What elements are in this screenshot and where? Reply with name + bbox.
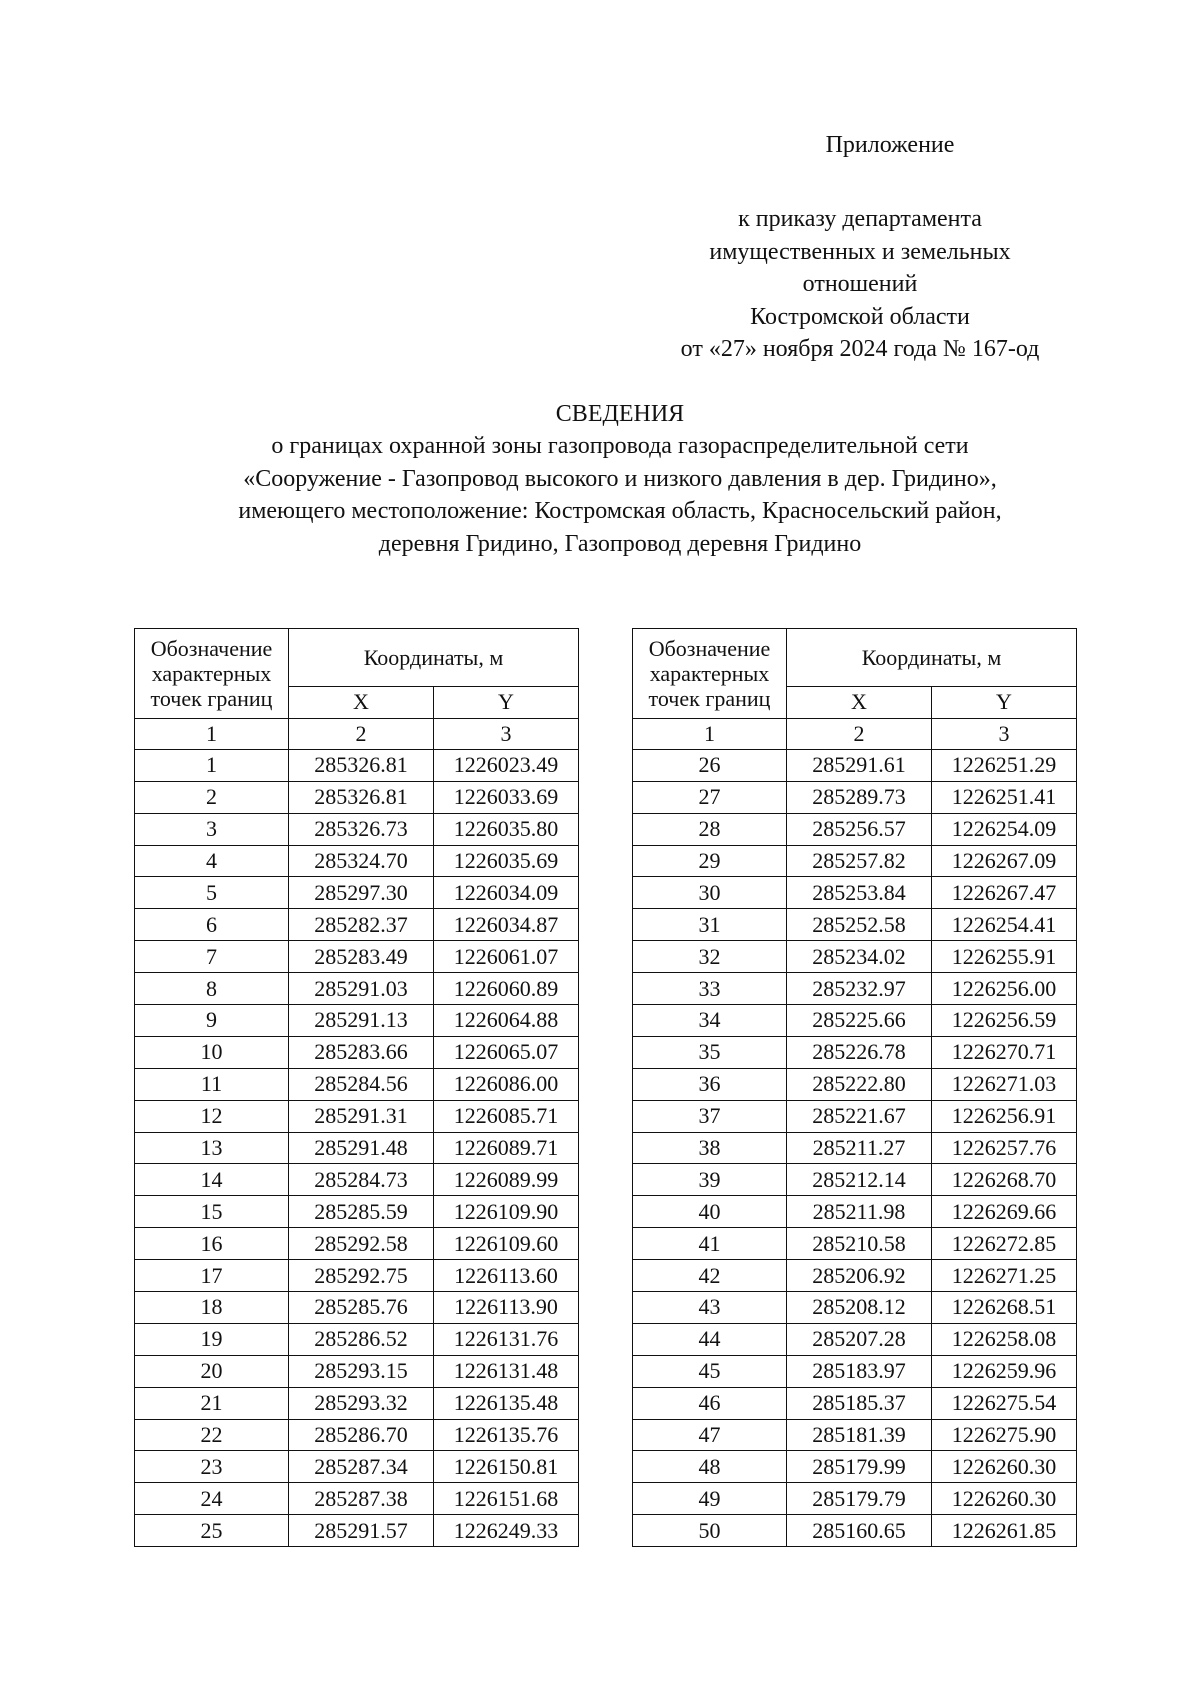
point-number-cell: 15 [135,1196,289,1228]
y-coordinate-cell: 1226251.29 [932,749,1077,781]
point-number-cell: 33 [633,973,787,1005]
heading-title: СВЕДЕНИЯ [555,401,685,427]
x-coordinate-cell: 285297.30 [289,877,434,909]
x-coordinate-cell: 285225.66 [787,1005,932,1037]
point-number-cell: 20 [135,1355,289,1387]
table-row [633,1132,1077,1164]
table-row [633,1355,1077,1387]
x-coordinate-cell: 285291.03 [289,973,434,1005]
x-coordinate-cell: 285222.80 [787,1068,932,1100]
y-coordinate-cell: 1226254.09 [932,813,1077,845]
y-coordinate-cell: 1226131.48 [434,1355,579,1387]
x-coordinate-cell: 285326.81 [289,749,434,781]
y-coordinate-cell: 1226135.48 [434,1387,579,1419]
x-coordinate-cell: 285208.12 [787,1292,932,1324]
x-coordinate-cell: 285326.73 [289,813,434,845]
x-coordinate-cell: 285221.67 [787,1100,932,1132]
table-row [135,813,579,845]
x-coordinate-cell: 285293.32 [289,1387,434,1419]
point-number-cell: 49 [633,1483,787,1515]
x-coordinate-cell: 285210.58 [787,1228,932,1260]
table-row [633,781,1077,813]
table-row [633,877,1077,909]
point-number-cell: 45 [633,1355,787,1387]
x-coordinate-cell: 285326.81 [289,781,434,813]
table-row [135,877,579,909]
point-number-cell: 11 [135,1068,289,1100]
table-row [633,1005,1077,1037]
point-number-cell: 30 [633,877,787,909]
point-number-cell: 4 [135,845,289,877]
document-heading [100,401,1140,560]
point-number-cell: 50 [633,1515,787,1547]
y-coordinate-cell: 1226256.00 [932,973,1077,1005]
point-label-line: точек границ [648,685,771,711]
appendix-title: Приложение [825,132,955,158]
table-row [633,1068,1077,1100]
table-row [633,1292,1077,1324]
y-coordinate-cell: 1226275.54 [932,1387,1077,1419]
x-coordinate-cell: 285181.39 [787,1419,932,1451]
x-coordinate-cell: 285211.27 [787,1132,932,1164]
point-number-cell: 19 [135,1323,289,1355]
order-ref-line: отношений [802,271,918,297]
table-body-left [135,749,579,1546]
point-number-cell: 21 [135,1387,289,1419]
table-row [135,1036,579,1068]
point-number-cell: 38 [633,1132,787,1164]
point-number-cell: 9 [135,1005,289,1037]
point-number-cell: 23 [135,1451,289,1483]
y-coordinate-cell: 1226035.80 [434,813,579,845]
point-label-line: Обозначение [648,635,771,661]
point-number-cell: 48 [633,1451,787,1483]
x-coordinate-cell: 285283.66 [289,1036,434,1068]
table-row [633,1419,1077,1451]
table-row [633,845,1077,877]
heading-line: имеющего местоположение: Костромская область, Красносельский район, [238,498,1002,524]
x-coordinate-cell: 285207.28 [787,1323,932,1355]
point-number-cell: 42 [633,1260,787,1292]
point-number-cell: 35 [633,1036,787,1068]
x-coordinate-cell: 285179.79 [787,1483,932,1515]
column-number: 3 [932,718,1077,749]
y-coordinate-cell: 1226034.09 [434,877,579,909]
x-coordinate-cell: 285226.78 [787,1036,932,1068]
point-number-cell: 40 [633,1196,787,1228]
table-row [135,1387,579,1419]
y-coordinate-cell: 1226267.47 [932,877,1077,909]
table-row [633,1260,1077,1292]
x-coordinate-cell: 285232.97 [787,973,932,1005]
table-row [633,1387,1077,1419]
y-coordinate-cell: 1226065.07 [434,1036,579,1068]
point-number-cell: 34 [633,1005,787,1037]
x-coordinate-cell: 285292.75 [289,1260,434,1292]
order-ref-line: имущественных и земельных [709,238,1011,265]
y-coordinate-cell: 1226023.49 [434,749,579,781]
table-row [135,749,579,781]
y-coordinate-cell: 1226267.09 [932,845,1077,877]
coordinates-table-right [632,628,1077,1547]
table-row [135,1196,579,1228]
x-coordinate-cell: 285160.65 [787,1515,932,1547]
x-coordinate-cell: 285324.70 [289,845,434,877]
x-header: X [787,687,932,719]
y-coordinate-cell: 1226259.96 [932,1355,1077,1387]
x-coordinate-cell: 285257.82 [787,845,932,877]
table-row [135,1451,579,1483]
point-number-cell: 44 [633,1323,787,1355]
point-number-cell: 22 [135,1419,289,1451]
x-coordinate-cell: 285284.73 [289,1164,434,1196]
point-number-cell: 43 [633,1292,787,1324]
point-number-cell: 18 [135,1292,289,1324]
x-coordinate-cell: 285287.38 [289,1483,434,1515]
y-coordinate-cell: 1226089.71 [434,1132,579,1164]
y-coordinate-cell: 1226150.81 [434,1451,579,1483]
table-row [135,1323,579,1355]
point-number-cell: 16 [135,1228,289,1260]
order-ref-line: от «27» ноября 2024 года № 167-од [680,336,1040,362]
y-coordinate-cell: 1226268.70 [932,1164,1077,1196]
y-coordinate-cell: 1226257.76 [932,1132,1077,1164]
x-coordinate-cell: 285179.99 [787,1451,932,1483]
point-number-cell: 24 [135,1483,289,1515]
y-coordinate-cell: 1226113.90 [434,1292,579,1324]
point-number-cell: 8 [135,973,289,1005]
point-number-cell: 10 [135,1036,289,1068]
y-header: Y [434,687,579,719]
table-row [135,1132,579,1164]
y-coordinate-cell: 1226035.69 [434,845,579,877]
point-number-cell: 13 [135,1132,289,1164]
y-coordinate-cell: 1226064.88 [434,1005,579,1037]
table-row [633,1228,1077,1260]
point-number-cell: 29 [633,845,787,877]
heading-line: «Сооружение - Газопровод высокого и низкого давления в дер. Гридино», [243,465,997,492]
table-row [135,1355,579,1387]
y-coordinate-cell: 1226089.99 [434,1164,579,1196]
x-coordinate-cell: 285252.58 [787,909,932,941]
point-label-line: характерных [649,660,770,686]
heading-line: о границах охранной зоны газопровода газораспределительной сети [271,433,969,459]
y-coordinate-cell: 1226109.60 [434,1228,579,1260]
y-coordinate-cell: 1226034.87 [434,909,579,941]
point-label-header [633,629,787,719]
table-row [633,813,1077,845]
y-coordinate-cell: 1226151.68 [434,1483,579,1515]
y-coordinate-cell: 1226251.41 [932,781,1077,813]
y-header: Y [932,687,1077,719]
table-row [135,1068,579,1100]
table-row [135,1419,579,1451]
y-coordinate-cell: 1226086.00 [434,1068,579,1100]
table-row [135,1164,579,1196]
y-coordinate-cell: 1226131.76 [434,1323,579,1355]
y-coordinate-cell: 1226255.91 [932,941,1077,973]
y-coordinate-cell: 1226135.76 [434,1419,579,1451]
point-number-cell: 32 [633,941,787,973]
point-number-cell: 17 [135,1260,289,1292]
point-number-cell: 46 [633,1387,787,1419]
table-row [633,1515,1077,1547]
y-coordinate-cell: 1226270.71 [932,1036,1077,1068]
x-coordinate-cell: 285282.37 [289,909,434,941]
table-body-right [633,749,1077,1546]
point-number-cell: 28 [633,813,787,845]
column-number: 3 [434,718,579,749]
y-coordinate-cell: 1226271.25 [932,1260,1077,1292]
y-coordinate-cell: 1226271.03 [932,1068,1077,1100]
x-coordinate-cell: 285234.02 [787,941,932,973]
coords-header: Координаты, м [289,629,579,687]
y-coordinate-cell: 1226260.30 [932,1483,1077,1515]
y-coordinate-cell: 1226275.90 [932,1419,1077,1451]
table-row [135,1483,579,1515]
x-coordinate-cell: 285283.49 [289,941,434,973]
point-number-cell: 3 [135,813,289,845]
table-row [135,845,579,877]
table-row [135,973,579,1005]
x-coordinate-cell: 285291.57 [289,1515,434,1547]
point-label-line: Обозначение [150,635,273,661]
table-row [633,941,1077,973]
x-coordinate-cell: 285183.97 [787,1355,932,1387]
order-reference [600,203,1120,366]
column-number: 2 [787,718,932,749]
x-coordinate-cell: 285211.98 [787,1196,932,1228]
table-row [633,909,1077,941]
point-number-cell: 47 [633,1419,787,1451]
y-coordinate-cell: 1226272.85 [932,1228,1077,1260]
y-coordinate-cell: 1226260.30 [932,1451,1077,1483]
y-coordinate-cell: 1226258.08 [932,1323,1077,1355]
order-ref-line: к приказу департамента [738,206,982,232]
x-coordinate-cell: 285291.61 [787,749,932,781]
x-coordinate-cell: 285286.70 [289,1419,434,1451]
x-header: X [289,687,434,719]
y-coordinate-cell: 1226249.33 [434,1515,579,1547]
y-coordinate-cell: 1226269.66 [932,1196,1077,1228]
table-row [135,1100,579,1132]
point-number-cell: 31 [633,909,787,941]
point-number-cell: 26 [633,749,787,781]
point-number-cell: 7 [135,941,289,973]
point-number-cell: 36 [633,1068,787,1100]
point-number-cell: 37 [633,1100,787,1132]
point-number-cell: 1 [135,749,289,781]
x-coordinate-cell: 285291.31 [289,1100,434,1132]
table-row [633,1483,1077,1515]
y-coordinate-cell: 1226113.60 [434,1260,579,1292]
x-coordinate-cell: 285286.52 [289,1323,434,1355]
y-coordinate-cell: 1226268.51 [932,1292,1077,1324]
y-coordinate-cell: 1226261.85 [932,1515,1077,1547]
column-number: 2 [289,718,434,749]
point-number-cell: 6 [135,909,289,941]
table-row [633,973,1077,1005]
table-row [135,1292,579,1324]
x-coordinate-cell: 285256.57 [787,813,932,845]
point-label-header [135,629,289,719]
order-ref-line: Костромской области [750,303,970,330]
y-coordinate-cell: 1226256.91 [932,1100,1077,1132]
x-coordinate-cell: 285253.84 [787,877,932,909]
table-row [633,1036,1077,1068]
point-label-line: характерных [151,660,272,686]
column-number: 1 [633,718,787,749]
table-row [135,1005,579,1037]
y-coordinate-cell: 1226256.59 [932,1005,1077,1037]
x-coordinate-cell: 285287.34 [289,1451,434,1483]
point-label-line: точек границ [150,685,273,711]
coords-header: Координаты, м [787,629,1077,687]
x-coordinate-cell: 285212.14 [787,1164,932,1196]
y-coordinate-cell: 1226109.90 [434,1196,579,1228]
x-coordinate-cell: 285284.56 [289,1068,434,1100]
point-number-cell: 25 [135,1515,289,1547]
column-number: 1 [135,718,289,749]
point-number-cell: 5 [135,877,289,909]
point-number-cell: 2 [135,781,289,813]
point-number-cell: 12 [135,1100,289,1132]
point-number-cell: 39 [633,1164,787,1196]
table-row [633,749,1077,781]
table-row [633,1164,1077,1196]
y-coordinate-cell: 1226061.07 [434,941,579,973]
x-coordinate-cell: 285289.73 [787,781,932,813]
x-coordinate-cell: 285292.58 [289,1228,434,1260]
y-coordinate-cell: 1226060.89 [434,973,579,1005]
table-row [633,1323,1077,1355]
x-coordinate-cell: 285293.15 [289,1355,434,1387]
x-coordinate-cell: 285285.76 [289,1292,434,1324]
x-coordinate-cell: 285206.92 [787,1260,932,1292]
table-row [135,1515,579,1547]
table-row [135,781,579,813]
x-coordinate-cell: 285185.37 [787,1387,932,1419]
point-number-cell: 27 [633,781,787,813]
point-number-cell: 14 [135,1164,289,1196]
table-row [633,1196,1077,1228]
table-row [135,1228,579,1260]
table-row [633,1100,1077,1132]
coordinates-table-left [134,628,579,1547]
x-coordinate-cell: 285291.48 [289,1132,434,1164]
heading-line: деревня Гридино, Газопровод деревня Гридино [378,530,862,557]
x-coordinate-cell: 285291.13 [289,1005,434,1037]
point-number-cell: 41 [633,1228,787,1260]
table-row [135,1260,579,1292]
table-row [135,941,579,973]
y-coordinate-cell: 1226033.69 [434,781,579,813]
x-coordinate-cell: 285285.59 [289,1196,434,1228]
y-coordinate-cell: 1226085.71 [434,1100,579,1132]
table-row [135,909,579,941]
table-row [633,1451,1077,1483]
y-coordinate-cell: 1226254.41 [932,909,1077,941]
